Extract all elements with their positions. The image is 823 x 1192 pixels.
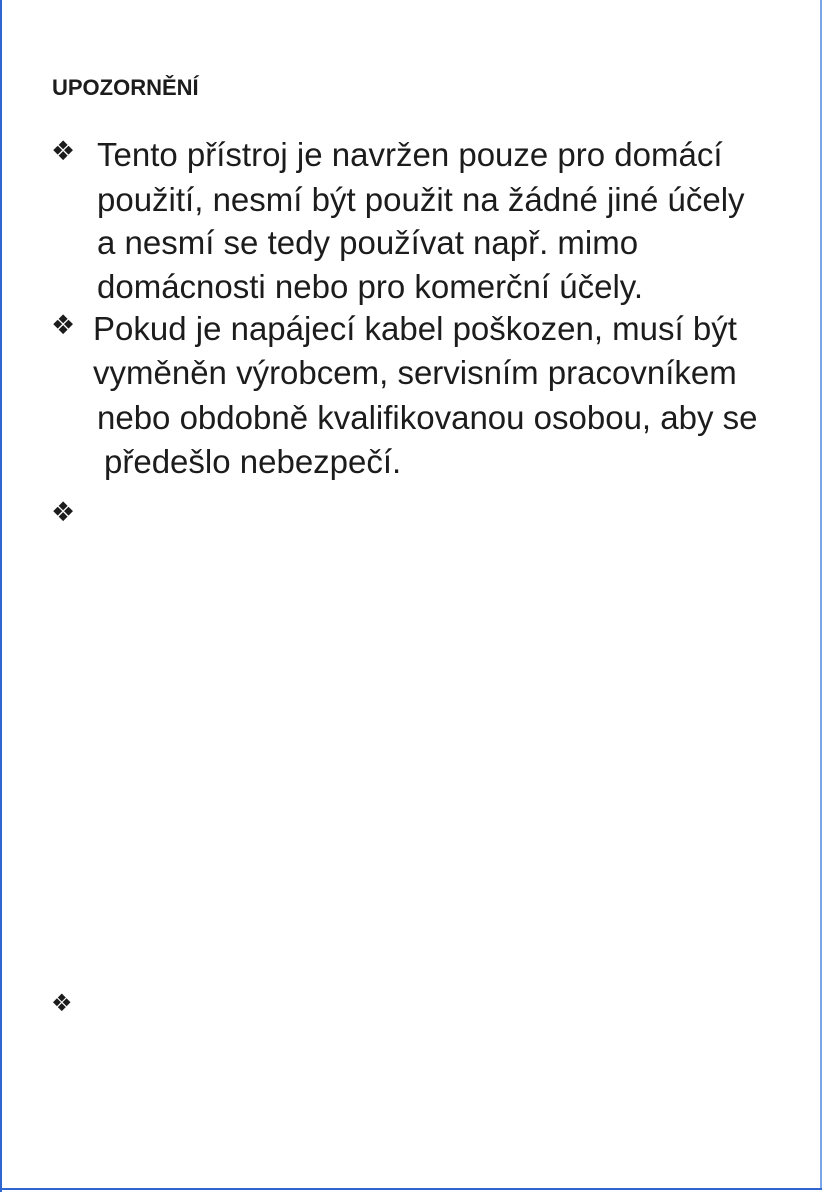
item-2-line-1: Pokud je napájecí kabel poškozen, musí být [93,310,737,347]
item-1-line-3: a nesmí se tedy používat např. mimo [97,224,639,261]
item-2-line-4: předešlo nebezpečí. [104,443,402,480]
item-1-line-4: domácnosti nebo pro komerční účely. [97,268,643,305]
page-edge-left [0,0,2,1192]
bullet-icon: ❖ [51,989,73,1017]
item-1-line-2: použití, nesmí být použit na žádné jiné účely [97,181,745,218]
page-edge-bottom [0,1188,822,1190]
section-heading: UPOZORNĚNÍ [52,75,199,100]
item-1-line-1: Tento přístroj je navržen pouze pro domácí [97,136,723,173]
bullet-icon: ❖ [51,310,76,341]
item-2-line-3: nebo obdobně kvalifikovanou osobou, aby se [97,399,758,436]
item-2-line-2: vyměněn výrobcem, servisním pracovníkem [93,354,737,391]
bullet-icon: ❖ [51,136,76,167]
bullet-icon: ❖ [51,497,76,528]
page-edge-right [820,0,822,1190]
